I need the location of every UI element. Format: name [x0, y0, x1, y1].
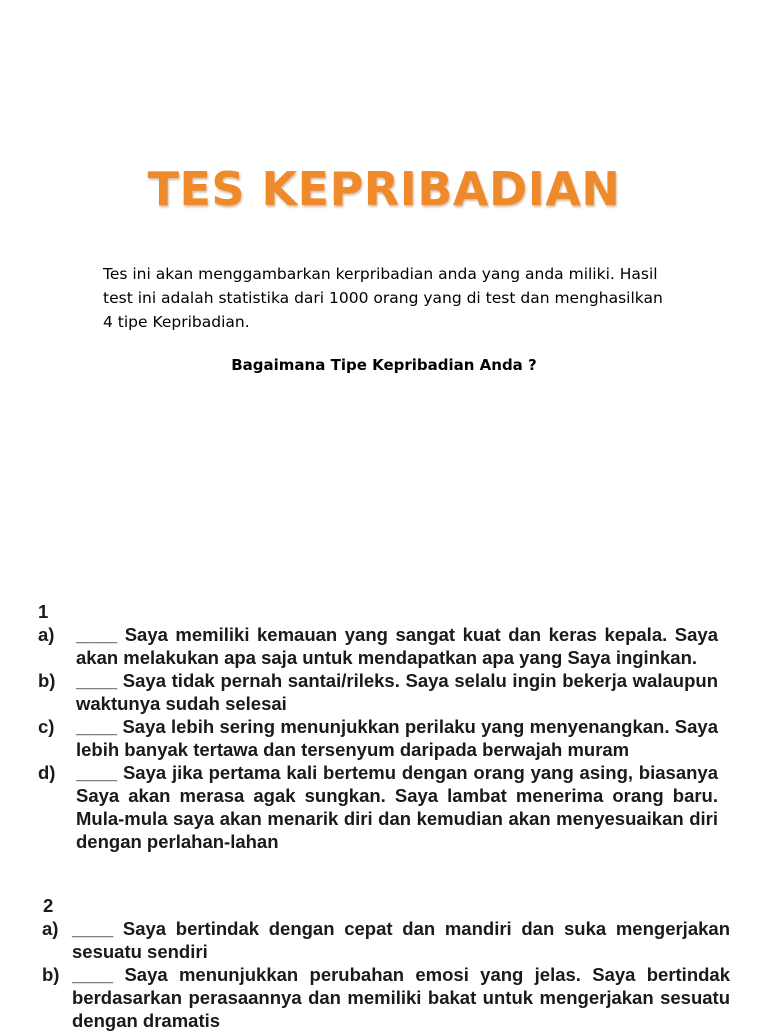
option-1b	[38, 669, 718, 715]
option-text: ____ Saya tidak pernah santai/rileks. Saya selalu ingin bekerja walaupun waktunya sudah selesai	[76, 670, 718, 714]
option-label: a)	[42, 918, 59, 939]
question-2	[42, 894, 730, 1032]
option-label: b)	[42, 964, 60, 985]
option-text: ____ Saya jika pertama kali bertemu dengan orang yang asing, biasanya Saya akan merasa agak sungkan. Saya lambat menerima orang baru. Mula-mula saya akan menarik diri dan kemudian akan menyesuaikan diri dengan perlahan-lahan	[76, 762, 718, 852]
option-2b	[42, 963, 730, 1032]
option-label: b)	[38, 670, 56, 691]
option-label: c)	[38, 716, 55, 737]
option-1c	[38, 715, 718, 761]
intro-paragraph: Tes ini akan menggambarkan kerpribadian anda yang anda miliki. Hasil test ini adalah statistika dari 1000 orang yang di test dan menghasilkan 4 tipe Kepribadian.	[103, 265, 663, 331]
option-label: a)	[38, 624, 55, 645]
question-number: 2	[43, 895, 54, 916]
option-text: ____ Saya menunjukkan perubahan emosi yang jelas. Saya bertindak berdasarkan perasaannya dan memiliki bakat untuk mengerjakan sesuatu dengan dramatis	[72, 964, 730, 1031]
option-label: d)	[38, 762, 56, 783]
option-1a	[38, 623, 718, 669]
option-text: ____ Saya memiliki kemauan yang sangat kuat dan keras kepala. Saya akan melakukan apa saja untuk mendapatkan apa yang Saya inginkan.	[76, 624, 718, 668]
question-number: 1	[38, 601, 49, 622]
option-text: ____ Saya bertindak dengan cepat dan mandiri dan suka mengerjakan sesuatu sendiri	[72, 918, 730, 962]
option-2a	[42, 917, 730, 963]
page-title: TES KEPRIBADIAN	[147, 162, 621, 216]
option-text: ____ Saya lebih sering menunjukkan perilaku yang menyenangkan. Saya lebih banyak tertawa dan tersenyum daripada berwajah muram	[76, 716, 718, 760]
option-1d	[38, 761, 718, 853]
question-heading: Bagaimana Tipe Kepribadian Anda ?	[231, 356, 537, 374]
question-1	[38, 600, 718, 853]
